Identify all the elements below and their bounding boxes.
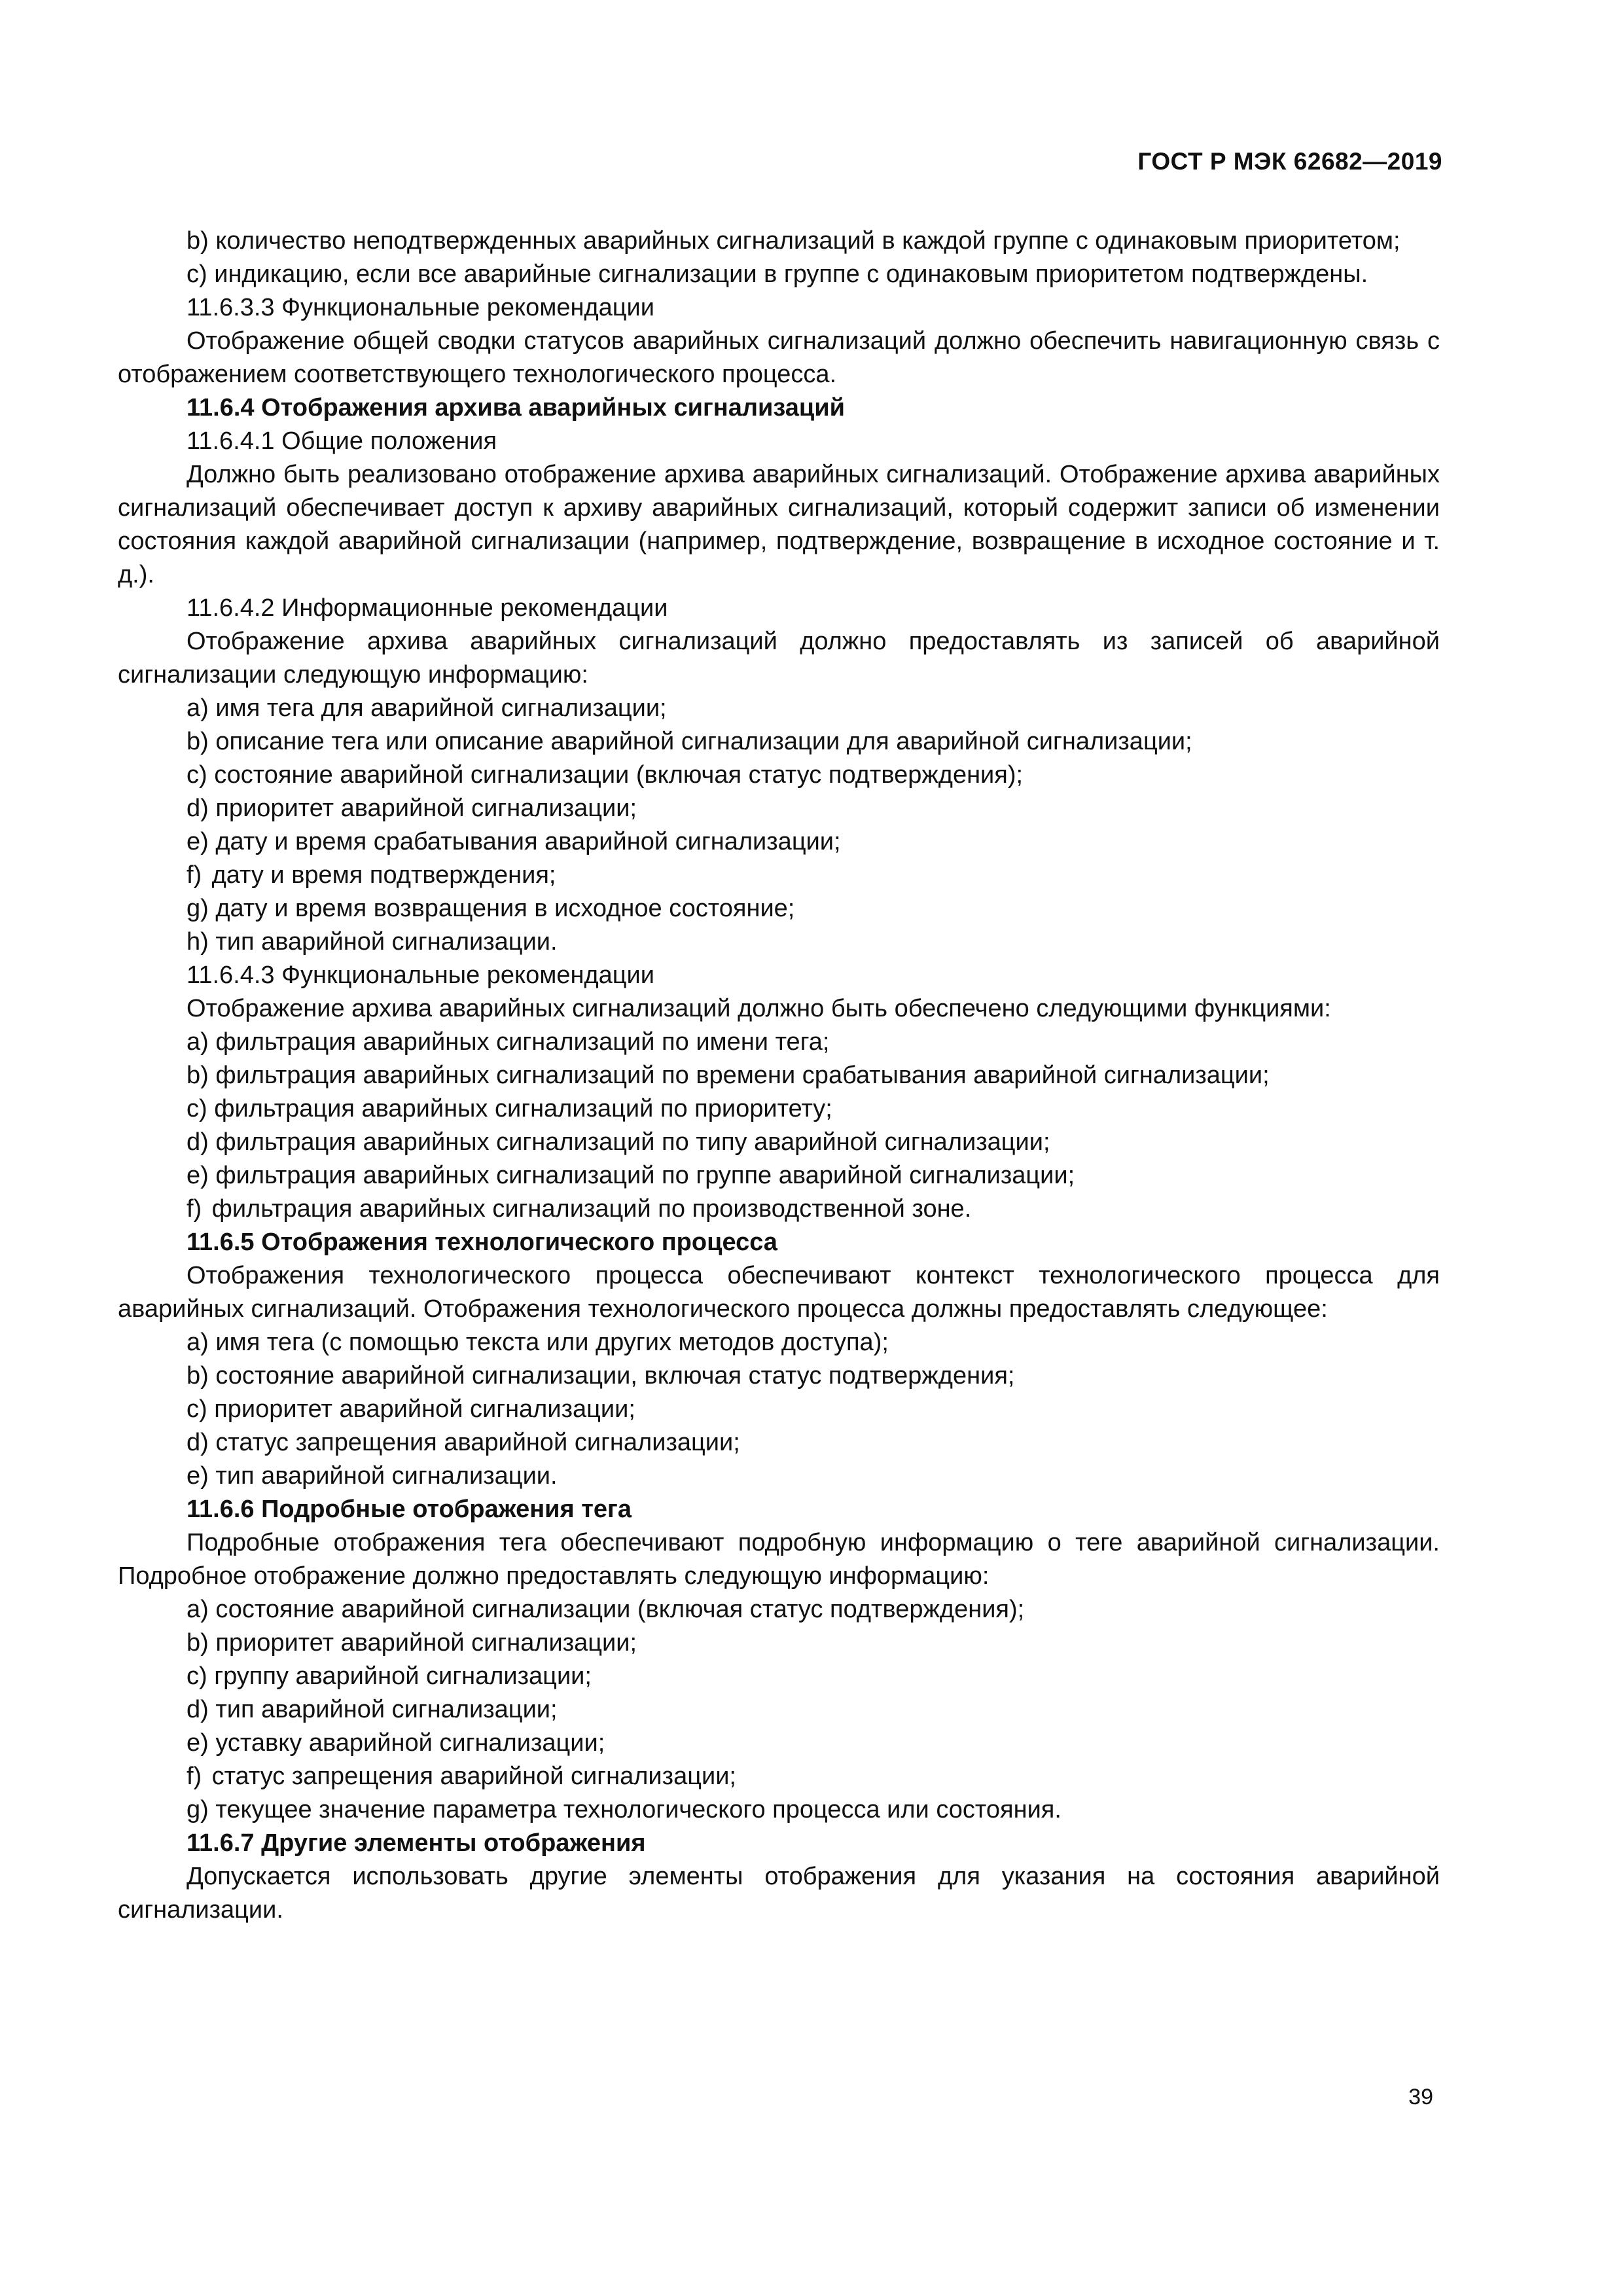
list-item: [118, 825, 1440, 859]
list-item: [118, 1126, 1440, 1159]
list-item-text: фильтрация аварийных сигнализаций по производственной зоне.: [211, 1195, 972, 1223]
list-marker: с): [187, 1095, 207, 1122]
paragraph: Подробные отображения тега обеспечивают подробную информацию о теге аварийной сигнализации. Подробное отображение должно предоставлять следующую информацию:: [118, 1529, 1440, 1590]
document-header: ГОСТ Р МЭК 62682—2019: [1137, 148, 1442, 175]
paragraph: Отображение общей сводки статусов аварийных сигнализаций должно обеспечить навигационную связь с отображением соответствующего технологического процесса.: [118, 327, 1440, 388]
list-item-text: текущее значение параметра технологического процесса или состояния.: [215, 1796, 1061, 1823]
list-item-text: фильтрация аварийных сигнализаций по типу аварийной сигнализации;: [215, 1128, 1050, 1156]
list-marker: d): [187, 1696, 209, 1723]
list-item-text: статус запрещения аварийной сигнализации;: [211, 1763, 736, 1790]
list-item-text: приоритет аварийной сигнализации;: [215, 1629, 637, 1657]
list-item: [118, 859, 1440, 892]
list-item-text: состояние аварийной сигнализации (включая статус подтверждения);: [215, 1596, 1025, 1623]
list-item-text: описание тега или описание аварийной сигнализации для аварийной сигнализации;: [215, 728, 1192, 755]
list-item-text: состояние аварийной сигнализации, включая статус подтверждения;: [215, 1362, 1015, 1390]
list-marker: d): [187, 1429, 209, 1456]
list-item: [118, 759, 1440, 792]
list-marker: а): [187, 1596, 209, 1623]
list-item: [118, 1760, 1440, 1793]
section-heading: 11.6.6 Подробные отображения тега: [187, 1496, 632, 1523]
list-item-text: дату и время возвращения в исходное состояние;: [215, 895, 795, 922]
list-item: [118, 1359, 1440, 1393]
list-item-text: приоритет аварийной сигнализации;: [214, 1395, 635, 1423]
list-marker: е): [187, 828, 209, 855]
paragraph: Отображения технологического процесса обеспечивают контекст технологического процесса для аварийных сигнализаций. Отображения технологического процесса должны предоставлять следующее:: [118, 1262, 1440, 1323]
paragraph: 11.6.4.1 Общие положения: [187, 427, 497, 455]
paragraph: Должно быть реализовано отображение архива аварийных сигнализаций. Отображение архива аварийных сигнализаций обеспечивает доступ к архиву аварийных сигнализаций, который содержит записи об изменении состояния каждой аварийной сигнализации (например, подтверждение, возвращение в исходное состояние и т. д.).: [118, 461, 1440, 588]
list-marker: b): [187, 1629, 209, 1657]
section-heading: 11.6.5 Отображения технологического процесса: [187, 1229, 777, 1256]
list-item-text: фильтрация аварийных сигнализаций по приоритету;: [214, 1095, 832, 1122]
list-item-text: тип аварийной сигнализации.: [215, 1462, 558, 1490]
list-item: [118, 1159, 1440, 1193]
list-item: [118, 1026, 1440, 1059]
list-item-text: тип аварийной сигнализации.: [215, 928, 558, 956]
section-heading: 11.6.7 Другие элементы отображения: [187, 1829, 646, 1857]
list-marker: d): [187, 795, 209, 822]
list-item: [118, 1426, 1440, 1460]
list-item-text: дату и время подтверждения;: [211, 861, 556, 889]
list-marker: b): [187, 1062, 209, 1089]
page-number: 39: [1408, 2085, 1433, 2109]
list-marker: с): [187, 1395, 207, 1423]
list-item: [118, 1059, 1440, 1092]
list-item-text: статус запрещения аварийной сигнализации;: [215, 1429, 740, 1456]
list-item: [118, 792, 1440, 825]
list-item-text: приоритет аварийной сигнализации;: [215, 795, 637, 822]
list-marker: g): [187, 1796, 209, 1823]
list-item-text: группу аварийной сигнализации;: [214, 1662, 592, 1690]
list-marker: а): [187, 1028, 209, 1056]
list-marker: с): [187, 1662, 207, 1690]
list-item: [118, 1660, 1440, 1693]
paragraph: 11.6.4.2 Информационные рекомендации: [187, 594, 668, 622]
list-item: [118, 1693, 1440, 1727]
list-item: [118, 1793, 1440, 1827]
list-item-text: тип аварийной сигнализации;: [215, 1696, 558, 1723]
list-item-text: фильтрация аварийных сигнализаций по времени срабатывания аварийной сигнализации;: [215, 1062, 1270, 1089]
list-item-text: фильтрация аварийных сигнализаций по имени тега;: [215, 1028, 830, 1056]
list-marker: g): [187, 895, 209, 922]
list-item-text: уставку аварийной сигнализации;: [215, 1729, 605, 1757]
list-marker: е): [187, 1162, 209, 1189]
list-item: [118, 725, 1440, 759]
list-item: [118, 1593, 1440, 1626]
list-marker: f): [187, 861, 202, 889]
list-item: [118, 1193, 1440, 1226]
list-item: [118, 692, 1440, 725]
list-item: [118, 1727, 1440, 1760]
paragraph: 11.6.4.3 Функциональные рекомендации: [187, 961, 655, 989]
list-marker: f): [187, 1195, 202, 1223]
list-marker: b): [187, 728, 209, 755]
list-marker: а): [187, 694, 209, 722]
list-marker: b): [187, 1362, 209, 1390]
paragraph: Допускается использовать другие элементы отображения для указания на состояния аварийной сигнализации.: [118, 1863, 1440, 1924]
paragraph: 11.6.3.3 Функциональные рекомендации: [187, 294, 655, 321]
list-item: [118, 1460, 1440, 1493]
list-item-text: дату и время срабатывания аварийной сигнализации;: [215, 828, 841, 855]
list-marker: h): [187, 928, 209, 956]
list-item: [118, 1092, 1440, 1126]
list-item: [118, 925, 1440, 959]
paragraph: Отображение архива аварийных сигнализаций должно быть обеспечено следующими функциями:: [187, 995, 1331, 1022]
list-item-text: состояние аварийной сигнализации (включая статус подтверждения);: [214, 761, 1024, 789]
list-marker: f): [187, 1763, 202, 1790]
list-item: [118, 1626, 1440, 1660]
paragraph: b) количество неподтвержденных аварийных сигнализаций в каждой группе с одинаковым приоритетом;: [187, 227, 1400, 255]
list-item-text: фильтрация аварийных сигнализаций по группе аварийной сигнализации;: [215, 1162, 1075, 1189]
list-marker: е): [187, 1462, 209, 1490]
paragraph: с) индикацию, если все аварийные сигнализации в группе с одинаковым приоритетом подтверждены.: [187, 260, 1368, 288]
section-heading: 11.6.4 Отображения архива аварийных сигнализаций: [187, 394, 845, 422]
list-marker: с): [187, 761, 207, 789]
list-item: [118, 1393, 1440, 1426]
list-item-text: имя тега (с помощью текста или других методов доступа);: [215, 1329, 889, 1356]
list-marker: е): [187, 1729, 209, 1757]
page-body: [118, 224, 1440, 1927]
list-marker: а): [187, 1329, 209, 1356]
list-marker: d): [187, 1128, 209, 1156]
list-item: [118, 1326, 1440, 1359]
list-item: [118, 892, 1440, 925]
list-item-text: имя тега для аварийной сигнализации;: [215, 694, 667, 722]
paragraph: Отображение архива аварийных сигнализаций должно предоставлять из записей об аварийной сигнализации следующую информацию:: [118, 628, 1440, 689]
